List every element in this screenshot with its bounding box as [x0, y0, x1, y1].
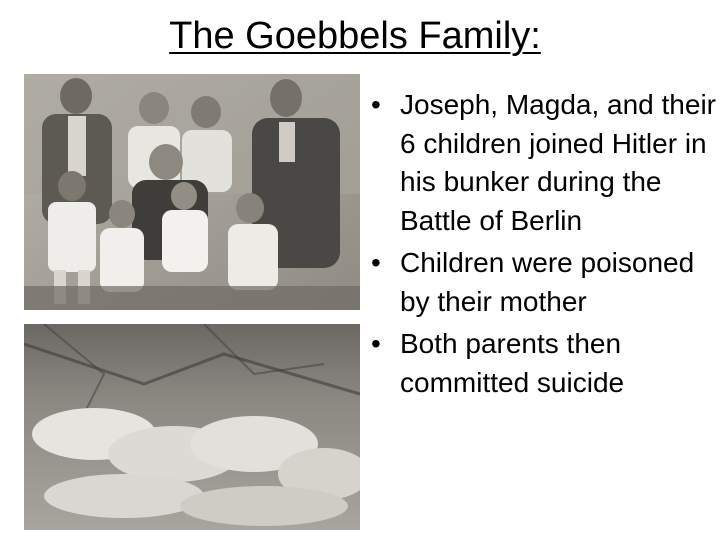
- slide-title: The Goebbels Family:: [169, 15, 541, 57]
- family-group-photo: [24, 74, 360, 310]
- bullet-item: [366, 325, 716, 402]
- bullet-item: [366, 86, 716, 240]
- bullet-text: Children were poisoned by their mother: [400, 247, 695, 317]
- children-photo: [24, 324, 360, 530]
- bullet-dot: •: [371, 89, 381, 120]
- bullet-dot: •: [371, 247, 381, 278]
- bullet-text: Both parents then committed suicide: [400, 328, 625, 398]
- bullet-text: Joseph, Magda, and their 6 children joined Hitler in his bunker during the Battle of Berlin: [400, 89, 716, 236]
- bullet-item: [366, 244, 716, 321]
- bullet-list: [366, 86, 716, 406]
- bullet-dot: •: [371, 328, 381, 359]
